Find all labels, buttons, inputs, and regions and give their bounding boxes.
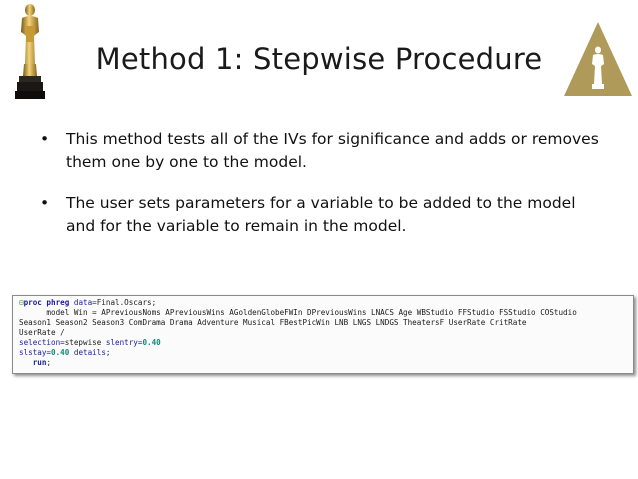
code-run-keyword: run: [32, 358, 47, 367]
code-line-5: [19, 338, 161, 347]
code-indent: [19, 358, 33, 367]
code-value: stepwise: [64, 338, 102, 347]
code-dataset: Final.Oscars;: [96, 298, 157, 307]
bullet-marker: •: [40, 194, 50, 212]
code-line-2: model Win = APreviousNoms APreviousWins AGoldenGlobeFWIn DPreviousWins LNACS Age WBStudio FFStudio FSStudio COStudio: [19, 308, 577, 317]
bullet-item: [40, 192, 600, 238]
bullet-marker: •: [40, 130, 50, 148]
code-line-4: UserRate /: [19, 328, 65, 337]
code-option: slentry=: [101, 338, 143, 347]
code-line-6: [19, 348, 110, 357]
code-option: slstay=: [19, 348, 52, 357]
code-line-3: Season1 Season2 Season3 ComDrama Drama Adventure Musical FBestPicWin LNB LNGS LNDGS TheatersF UserRate CritRate: [19, 318, 527, 327]
bullet-text: This method tests all of the IVs for significance and adds or removes them one by one to the model.: [66, 130, 599, 171]
code-number: 0.40: [142, 338, 161, 347]
code-data-option: data=: [69, 298, 97, 307]
code-number: 0.40: [51, 348, 70, 357]
code-proc-keyword: proc phreg: [23, 298, 70, 307]
code-punct: ;: [105, 348, 111, 357]
code-option: selection=: [19, 338, 65, 347]
code-line-1: [19, 298, 156, 307]
collapse-marker-icon: ⊟: [19, 298, 24, 307]
code-line-7: [19, 358, 51, 367]
slide-title: Method 1: Stepwise Procedure: [95, 42, 543, 76]
bullet-list: [40, 128, 600, 256]
code-punct: ;: [46, 358, 52, 367]
code-option: details: [69, 348, 106, 357]
bullet-item: [40, 128, 600, 174]
sas-code-screenshot: [12, 295, 634, 374]
bullet-text: The user sets parameters for a variable to be added to the model and for the variable to remain in the model.: [66, 194, 576, 235]
